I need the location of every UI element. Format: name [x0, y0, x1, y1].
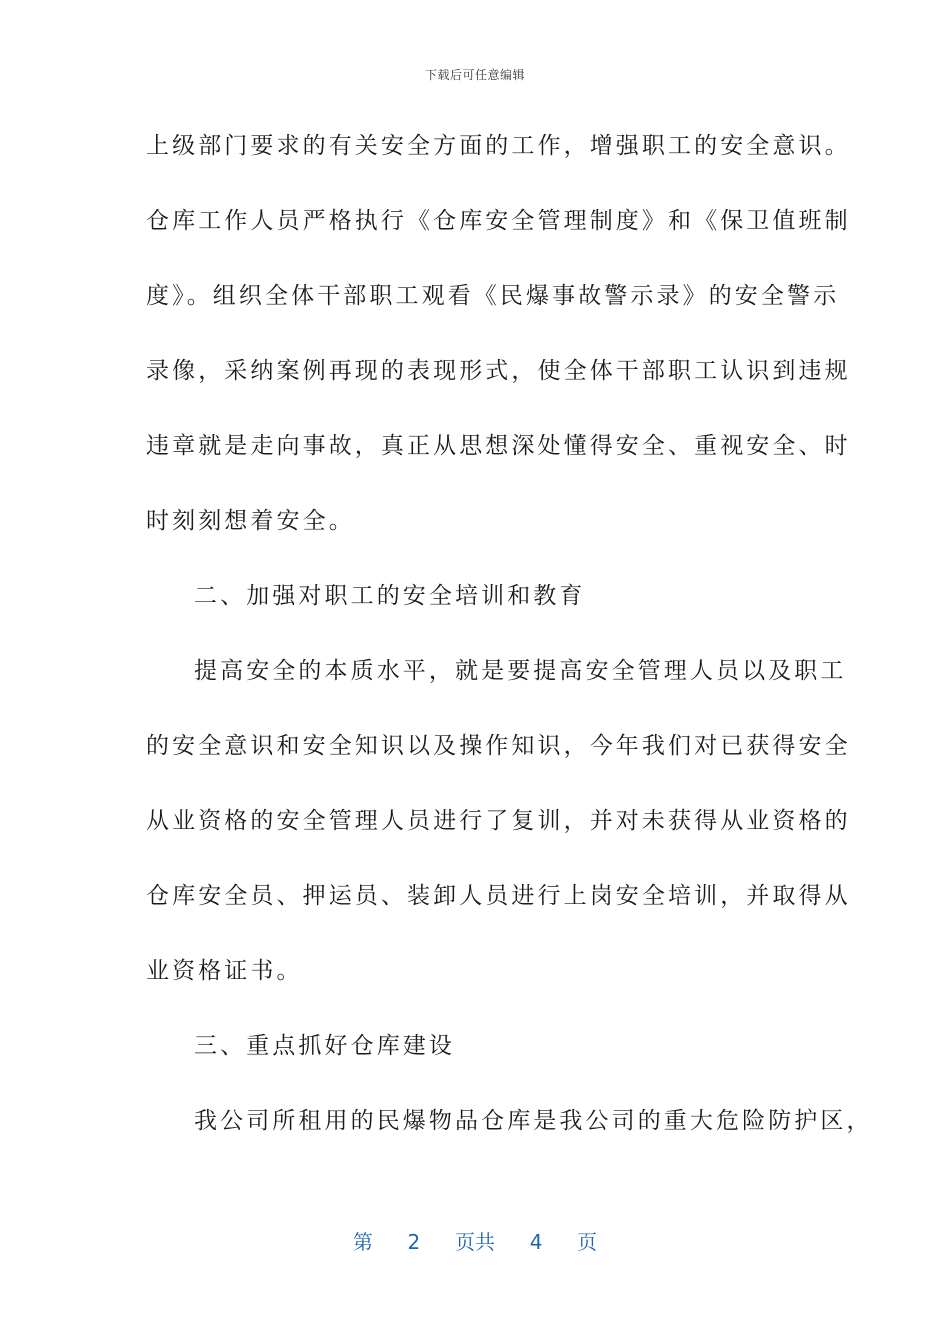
section-heading: 三、重点抓好仓库建设: [194, 1033, 455, 1059]
body-line: 时刻刻想着安全。: [146, 508, 355, 534]
section-heading: 二、加强对职工的安全培训和教育: [194, 583, 586, 609]
body-line: 上级部门要求的有关安全方面的工作，增强职工的安全意识。: [146, 133, 851, 159]
header-note: 下载后可任意编辑: [424, 68, 525, 82]
body-line: 违章就是走向事故，真正从思想深处懂得安全、重视安全、时: [146, 433, 851, 459]
page-suffix: 页: [577, 1230, 598, 1254]
body-line: 我公司所租用的民爆物品仓库是我公司的重大危险防护区，: [194, 1108, 873, 1134]
body-line: 从业资格的安全管理人员进行了复训，并对未获得从业资格的: [146, 808, 851, 834]
body-line: 仓库工作人员严格执行《仓库安全管理制度》和《保卫值班制: [146, 208, 851, 234]
body-line: 度》。组织全体干部职工观看《民爆事故警示录》的安全警示: [146, 283, 840, 309]
page-prefix: 第: [352, 1230, 373, 1254]
body-line: 的安全意识和安全知识以及操作知识，今年我们对已获得安全: [146, 733, 851, 759]
page-mid: 页共: [455, 1230, 495, 1254]
total-pages-number: 4: [529, 1230, 543, 1254]
document-body: [146, 126, 873, 1176]
body-line: 提高安全的本质水平，就是要提高安全管理人员以及职工: [194, 658, 847, 684]
page-number-footer: [0, 1226, 950, 1255]
body-line: 录像，采纳案例再现的表现形式，使全体干部职工认识到违规: [146, 358, 851, 384]
body-line: 仓库安全员、押运员、装卸人员进行上岗安全培训，并取得从: [146, 883, 851, 909]
current-page-number: 2: [407, 1230, 421, 1254]
body-line: 业资格证书。: [146, 958, 303, 984]
